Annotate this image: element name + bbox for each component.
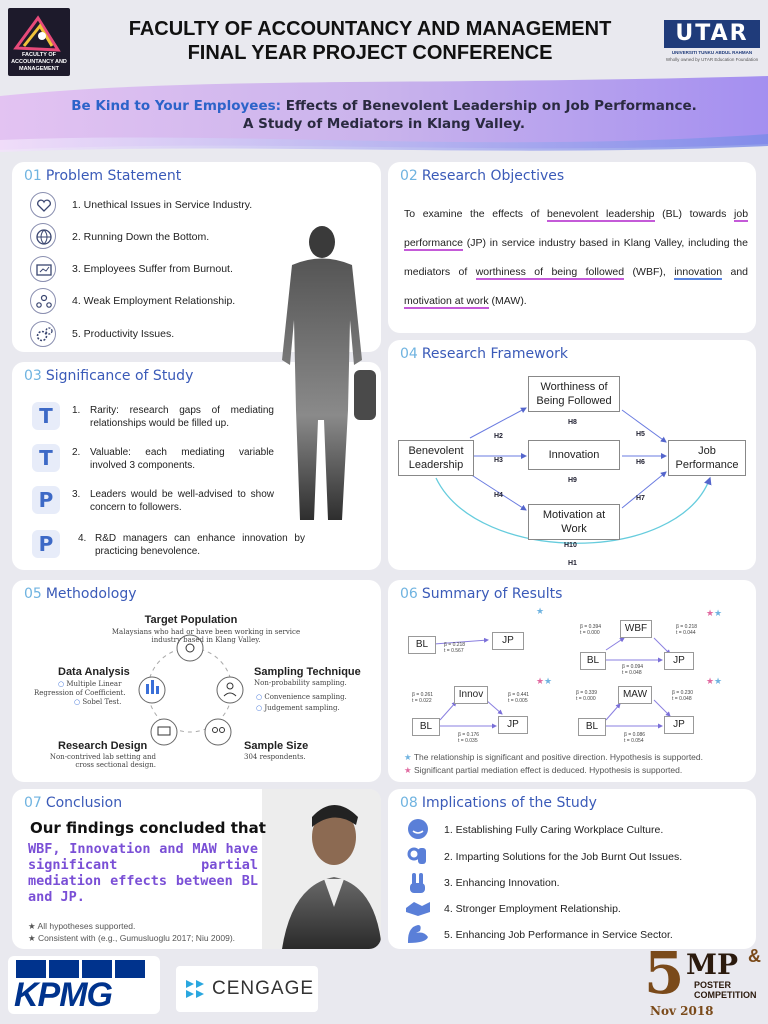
problem-item-1: 1. Unethical Issues in Service Industry. (72, 199, 253, 211)
hyp-h5: H5 (636, 431, 645, 438)
gears-icon (30, 321, 56, 347)
hyp-h4: H4 (494, 492, 503, 499)
tp-desc: Malaysians who had or have been working in service industry based in Klang Valley. (111, 628, 301, 644)
res2-b: β = 0.218 t = 0.044 (676, 624, 698, 636)
sig-letter-4: P (32, 530, 60, 558)
sig-num-3: 3. (72, 489, 81, 500)
team-icon (30, 288, 56, 314)
banner-highlight: Be Kind to Your Employees: (71, 98, 282, 114)
implication-item-1: 1. Establishing Fully Caring Workplace Culture. (444, 824, 664, 836)
st-item-2: ○ Judgement sampling. (256, 704, 340, 712)
star-pink-2: ★ (536, 676, 545, 686)
objectives-paragraph: To examine the effects of benevolent leadership (BL) towards job performance (JP) in service industry based in Klang Valley, including the mediators of worthiness of being followed (WBF), innovation and motivation at work (MAW). (404, 208, 749, 307)
res4-jp: JP (664, 716, 694, 734)
implications-card (388, 789, 756, 949)
res3-b: β = 0.441 t = 0.005 (508, 692, 530, 704)
results-legend-1: ★ The relationship is significant and positive direction. Hypothesis is supported. (404, 752, 703, 762)
st-item-1: ○ Convenience sampling. (256, 693, 347, 701)
utar-logo-note: Wholly owned by UTAR Education Foundation (665, 57, 759, 62)
businessman-illustration (262, 220, 382, 520)
conclusion-title: 07 Conclusion (24, 795, 123, 811)
res3-innov: Innov (454, 686, 488, 704)
conclusion-note-1: ★ All hypotheses supported. (28, 921, 136, 931)
problem-item-4: 4. Weak Employment Relationship. (72, 295, 236, 307)
res4-b: β = 0.230 t = 0.048 (672, 690, 694, 702)
implication-item-5: 5. Enhancing Job Performance in Service Sector. (444, 929, 673, 941)
node-motivation: Motivation at Work (528, 504, 620, 540)
da-item-3: ○ Sobel Test. (74, 698, 122, 706)
sig-text-3: Leaders would be well-advised to show concern to followers. (90, 489, 274, 513)
sig-num-2: 2. (72, 447, 81, 458)
hyp-h7: H7 (636, 495, 645, 502)
comp-mp: MP (686, 948, 739, 981)
utar-logo (664, 20, 760, 66)
smiling-man-illustration (262, 789, 381, 949)
cengage-logo (176, 966, 318, 1012)
research-objectives-card (388, 162, 756, 333)
res1-jp: JP (492, 632, 524, 650)
res2-bl: BL (580, 652, 606, 670)
methodology-card (12, 580, 381, 782)
star-blue-1: ★ (536, 606, 545, 616)
heart-hand-icon (30, 192, 56, 218)
star-pink-3: ★ (706, 676, 715, 686)
res4-bl: BL (578, 718, 606, 736)
faculty-logo-text: FACULTY OF ACCOUNTANCY AND MANAGEMENT (11, 52, 67, 72)
banner-title (20, 97, 748, 133)
conclusion-body: WBF, Innovation and MAW have significant partial mediation effects between BL and JP. (28, 841, 258, 905)
conclusion-card (12, 789, 381, 949)
smile-hug-icon (404, 817, 432, 841)
comp-line1: POSTER (694, 980, 732, 990)
rd-title: Research Design (58, 740, 148, 752)
poster-competition-logo (640, 939, 766, 1022)
header-line-1: FACULTY OF ACCOUNTANCY AND MANAGEMENT (128, 18, 612, 40)
sig-letter-3: P (32, 486, 60, 514)
star-blue-2: ★ (714, 608, 723, 618)
banner-line-2: A Study of Mediators in Klang Valley. (242, 116, 526, 132)
sig-text-2: Valuable: each mediating variable involved 3 components. (90, 447, 274, 471)
sig-letter-1: T (32, 402, 60, 430)
cengage-logo-text: CENGAGE (212, 978, 315, 999)
res1-c: β = 0.218 t = 0.567 (444, 642, 466, 654)
res2-a: β = 0.394 t = 0.000 (580, 624, 602, 636)
banner-rest: Effects of Benevolent Leadership on Job Performance. (285, 98, 697, 114)
st-title: Sampling Technique (254, 666, 361, 678)
faculty-logo (8, 8, 70, 76)
res2-jp: JP (664, 652, 694, 670)
st-desc: Non-probability sampling. (254, 679, 347, 687)
kpmg-logo (8, 956, 160, 1014)
hyp-h6: H6 (636, 459, 645, 466)
problem-item-5: 5. Productivity Issues. (72, 328, 175, 340)
handshake-icon (404, 896, 432, 920)
star-blue-3: ★ (544, 676, 553, 686)
node-benevolent-leadership: Benevolent Leadership (398, 440, 474, 476)
res3-bl: BL (412, 718, 440, 736)
comp-date: Nov 2018 (650, 1004, 714, 1018)
star-blue-4: ★ (714, 676, 723, 686)
problem-item-2: 2. Running Down the Bottom. (72, 231, 210, 243)
da-title: Data Analysis (58, 666, 130, 678)
research-objectives-title: 02 Research Objectives (400, 168, 565, 184)
summary-results-card (388, 580, 756, 782)
res2-wbf: WBF (620, 620, 652, 638)
research-framework-card (388, 340, 756, 570)
star-pink-1: ★ (706, 608, 715, 618)
res3-c: β = 0.176 t = 0.035 (458, 732, 480, 744)
hyp-h10: H10 (564, 542, 577, 549)
victory-hand-icon (404, 871, 432, 895)
res1-bl: BL (408, 636, 436, 654)
res2-c: β = 0.094 t = 0.048 (622, 664, 644, 676)
res4-a: β = 0.339 t = 0.000 (576, 690, 598, 702)
comp-amp: & (748, 946, 761, 966)
conclusion-note-2: ★ Consistent with (e.g., Gumusluoglu 2017; Niu 2009). (28, 933, 236, 943)
sig-num-1: 1. (72, 405, 81, 416)
summary-results-title: 06 Summary of Results (400, 586, 563, 602)
utar-logo-mark: UTAR (664, 20, 760, 48)
hyp-h3: H3 (494, 457, 503, 464)
node-worthiness: Worthiness of Being Followed (528, 376, 620, 412)
hyp-h2: H2 (494, 433, 503, 440)
research-framework-title: 04 Research Framework (400, 346, 568, 362)
results-legend-2: ★ Significant partial mediation effect is deduced. Hypothesis is supported. (404, 765, 683, 775)
header-line-2: FINAL YEAR PROJECT CONFERENCE (187, 42, 553, 64)
ok-hand-icon (404, 844, 432, 868)
sig-text-1: Rarity: research gaps of mediating relationships would be filled up. (90, 405, 274, 429)
implication-item-4: 4. Stronger Employment Relationship. (444, 903, 621, 915)
comp-line2: COMPETITION (694, 990, 757, 1000)
da-item-2: Regression of Coefficient. (34, 689, 126, 697)
res4-maw: MAW (618, 686, 652, 704)
rd-desc: Non-contrived lab setting and cross sectional design. (49, 753, 156, 769)
implications-title: 08 Implications of the Study (400, 795, 597, 811)
kpmg-logo-text: KPMG (14, 976, 112, 1014)
hyp-h1: H1 (568, 560, 577, 567)
methodology-title: 05 Methodology (24, 586, 137, 602)
problem-statement-title: 01 Problem Statement (24, 168, 182, 184)
res3-a: β = 0.261 t = 0.022 (412, 692, 434, 704)
node-job-performance: Job Performance (668, 440, 746, 476)
hyp-h9: H9 (568, 477, 577, 484)
implication-item-3: 3. Enhancing Innovation. (444, 877, 560, 889)
burnout-icon (30, 256, 56, 282)
node-innovation: Innovation (528, 440, 620, 470)
sig-text-4: R&D managers can enhance innovation by practicing benevolence. (95, 533, 305, 557)
hyp-h8: H8 (568, 419, 577, 426)
conclusion-lead: Our findings concluded that (30, 819, 266, 837)
flexed-arm-icon (404, 921, 432, 945)
significance-title: 03 Significance of Study (24, 368, 194, 384)
ss-desc: 304 respondents. (244, 753, 306, 761)
sig-letter-2: T (32, 444, 60, 472)
implication-item-2: 2. Imparting Solutions for the Job Burnt Out Issues. (444, 851, 683, 863)
sig-num-4: 4. (78, 533, 87, 544)
comp-5: 5 (644, 939, 685, 1007)
res3-jp: JP (498, 716, 528, 734)
ss-title: Sample Size (244, 740, 309, 752)
da-item-1: ○ Multiple Linear (58, 680, 122, 688)
utar-logo-sub: UNIVERSITI TUNKU ABDUL RAHMAN (671, 50, 753, 55)
problem-item-3: 3. Employees Suffer from Burnout. (72, 263, 233, 275)
tp-title: Target Population (144, 614, 238, 626)
res4-c: β = 0.086 t = 0.054 (624, 732, 646, 744)
globe-icon (30, 223, 56, 249)
